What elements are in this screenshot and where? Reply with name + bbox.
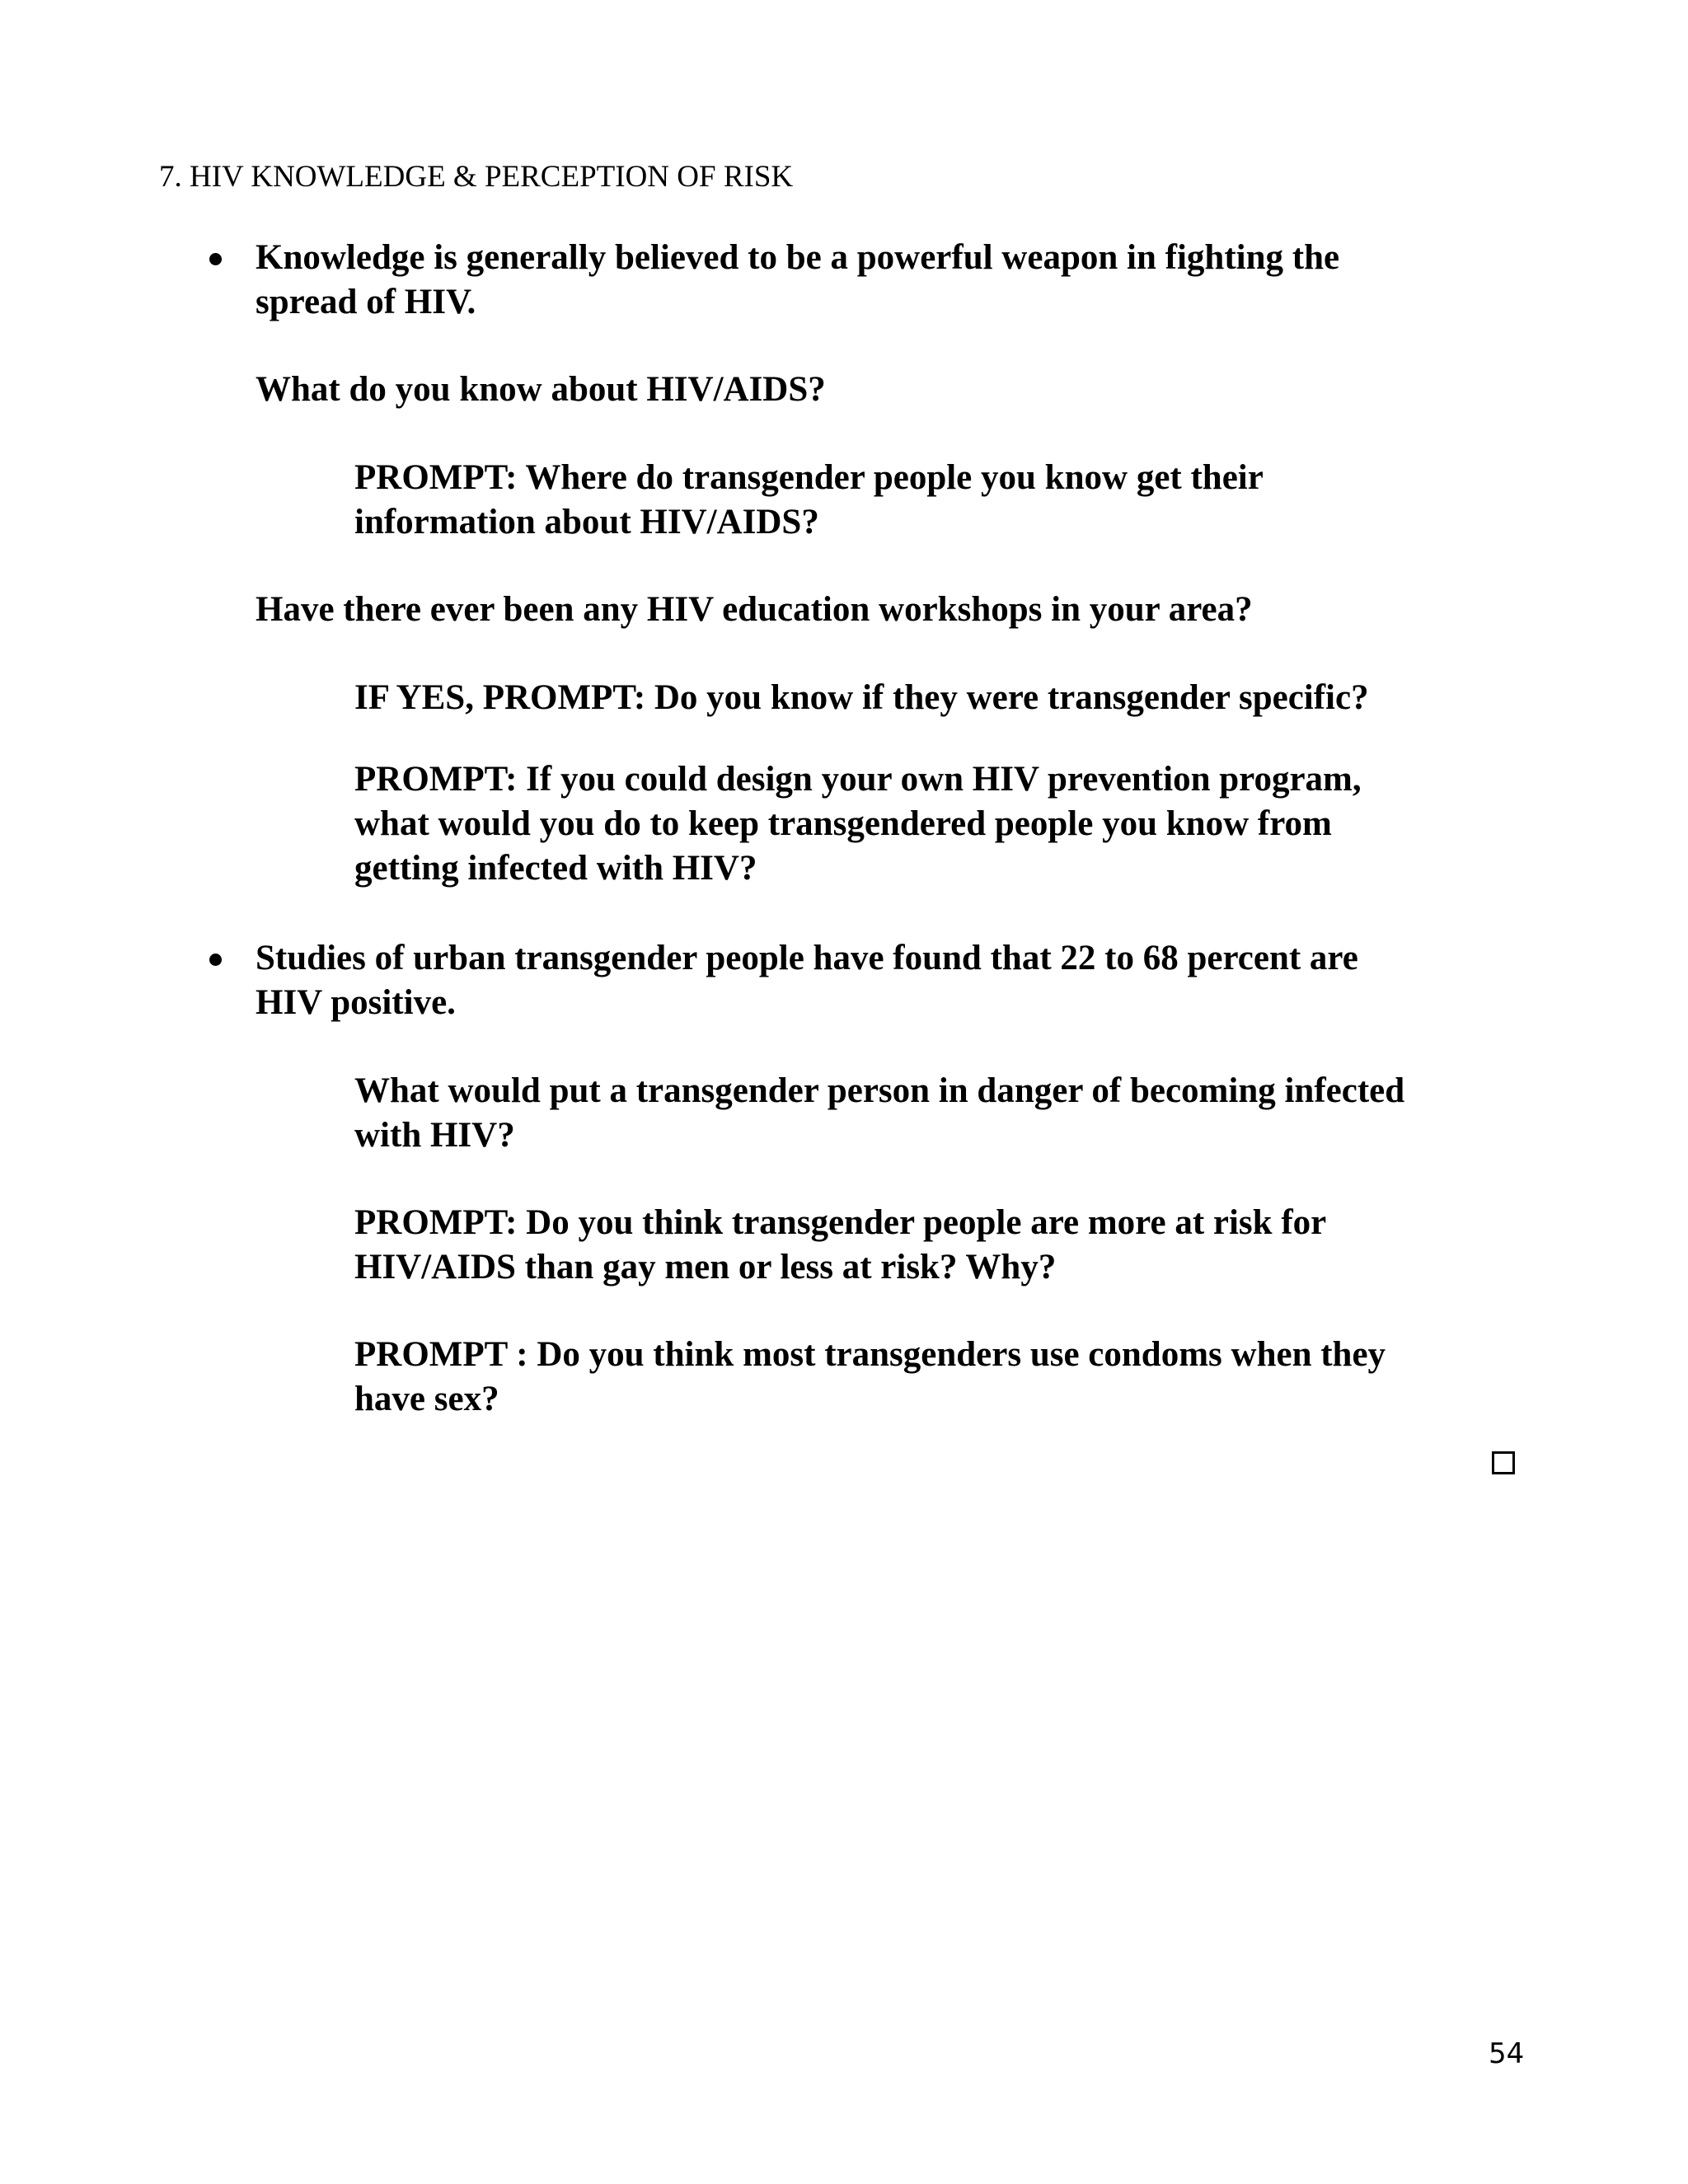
section-heading: 7. HIV KNOWLEDGE & PERCEPTION OF RISK [159,160,794,194]
statement-2-line-2: HIV positive. [256,983,456,1022]
statement-1-line-1: Knowledge is generally believed to be a powerful weapon in fighting the [256,238,1340,277]
question-workshops: Have there ever been any HIV education workshops in your area? [256,590,1253,629]
question-know-hiv: What do you know about HIV/AIDS? [256,370,826,409]
statement-1-line-2: spread of HIV. [256,283,476,321]
prompt-condoms-line-2: have sex? [354,1380,499,1418]
question-danger-line-2: with HIV? [354,1116,515,1155]
bullet-1 [209,253,222,265]
prompt-transgender-specific: IF YES, PROMPT: Do you know if they were transgender specific? [354,678,1369,717]
prompt-design-program-line-3: getting infected with HIV? [354,849,757,888]
prompt-risk-comparison-line-2: HIV/AIDS than gay men or less at risk? Why? [354,1248,1057,1286]
prompt-info-source-line-2: information about HIV/AIDS? [354,503,819,541]
checkbox-square[interactable] [1492,1451,1515,1474]
prompt-design-program-line-2: what would you do to keep transgendered people you know from [354,804,1332,843]
bullet-2 [209,954,222,966]
prompt-condoms-line-1: PROMPT : Do you think most transgenders use condoms when they [354,1335,1386,1374]
prompt-design-program-line-1: PROMPT: If you could design your own HIV prevention program, [354,760,1362,799]
question-danger-line-1: What would put a transgender person in danger of becoming infected [354,1071,1405,1110]
statement-2-line-1: Studies of urban transgender people have found that 22 to 68 percent are [256,939,1358,977]
prompt-info-source-line-1: PROMPT: Where do transgender people you know get their [354,458,1264,497]
page-number: 54 [1489,2037,1525,2070]
prompt-risk-comparison-line-1: PROMPT: Do you think transgender people are more at risk for [354,1203,1327,1242]
